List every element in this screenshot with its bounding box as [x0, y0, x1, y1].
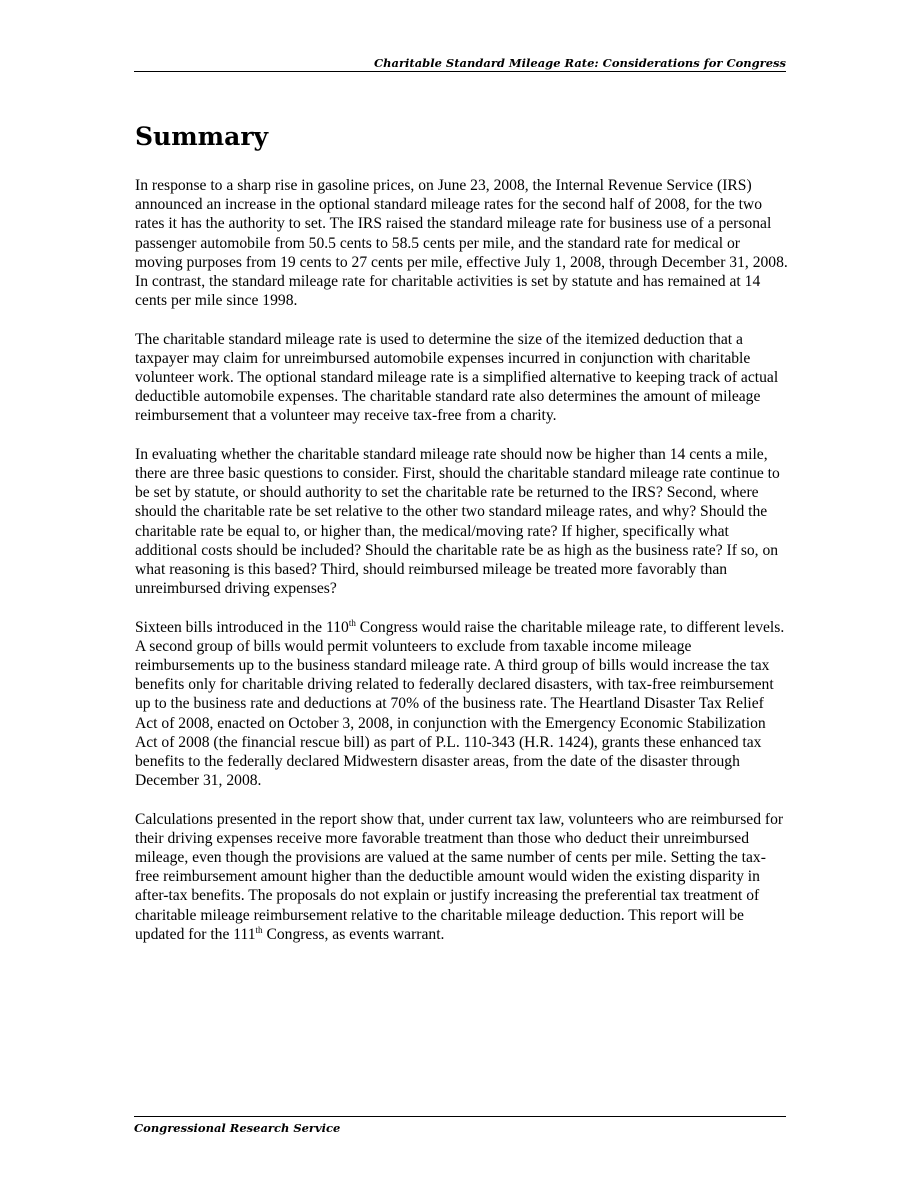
paragraph-4 — [135, 618, 788, 791]
paragraph-5 — [135, 810, 788, 944]
page-title: Summary — [135, 122, 269, 151]
paragraph-2: The charitable standard mileage rate is used to determine the size of the itemized deduction that a taxpayer may claim for unreimbursed automobile expenses incurred in conjunction with charitable volunteer work. The optional standard mileage rate is a simplified alternative to keeping track of actual deductible automobile expenses. The charitable standard rate also determines the amount of mileage reimbursement that a volunteer may receive tax-free from a charity. — [135, 330, 779, 425]
summary-body — [135, 176, 788, 963]
paragraph-5-text-a: Calculations presented in the report show that, under current tax law, volunteers who are reimbursed for their driving expenses receive more favorable treatment than those who deduct their unreimbursed mileage, even though the provisions are valued at the same number of cents per mile. Setting the tax-free reimbursement amount higher than the deductible amount would widen the existing disparity in after-tax benefits. The proposals do not explain or justify increasing the preferential tax treatment of charitable mileage reimbursement relative to the charitable mileage deduction. This report will be updated for the 111 — [135, 810, 784, 943]
ordinal-suffix: th — [255, 924, 263, 935]
paragraph-4-text-a: Sixteen bills introduced in the 110 — [135, 618, 349, 636]
running-footer: Congressional Research Service — [134, 1116, 786, 1135]
paragraph-3: In evaluating whether the charitable standard mileage rate should now be higher than 14 cents a mile, there are three basic questions to consider. First, should the charitable standard mileage rate continue to be set by statute, or should authority to set the charitable rate be returned to the IRS? Second, where should the charitable rate be set relative to the other two standard mileage rates, and why? Should the charitable rate be equal to, or higher than, the medical/moving rate? If higher, specifically what additional costs should be included? Should the charitable rate be as high as the business rate? If so, on what reasoning is this based? Third, should reimbursed mileage be treated more favorably than unreimbursed driving expenses? — [135, 445, 780, 598]
paragraph-4-text-b: Congress would raise the charitable mileage rate, to different levels. A second group of bills would permit volunteers to exclude from taxable income mileage reimbursements up to the business standard mileage rate. A third group of bills would increase the tax benefits only for charitable driving related to federally declared disasters, with tax-free reimbursement up to the business rate and deductions at 70% of the business rate. The Heartland Disaster Tax Relief Act of 2008, enacted on October 3, 2008, in conjunction with the Emergency Economic Stabilization Act of 2008 (the financial rescue bill) as part of P.L. 110-343 (H.R. 1424), grants these enhanced tax benefits to the federally declared Midwestern disaster areas, from the date of the disaster through December 31, 2008. — [135, 618, 785, 790]
ordinal-suffix: th — [348, 617, 356, 628]
running-header: Charitable Standard Mileage Rate: Considerations for Congress — [134, 56, 786, 72]
paragraph-1: In response to a sharp rise in gasoline prices, on June 23, 2008, the Internal Revenue Service (IRS) announced an increase in the optional standard mileage rates for the second half of 2008, for the two rates it has the authority to set. The IRS raised the standard mileage rate for business use of a personal passenger automobile from 50.5 cents to 58.5 cents per mile, and the standard rate for medical or moving purposes from 19 cents to 27 cents per mile, effective July 1, 2008, through December 31, 2008. In contrast, the standard mileage rate for charitable activities is set by statute and has remained at 14 cents per mile since 1998. — [135, 177, 788, 310]
paragraph-5-text-b: Congress, as events warrant. — [262, 925, 445, 943]
